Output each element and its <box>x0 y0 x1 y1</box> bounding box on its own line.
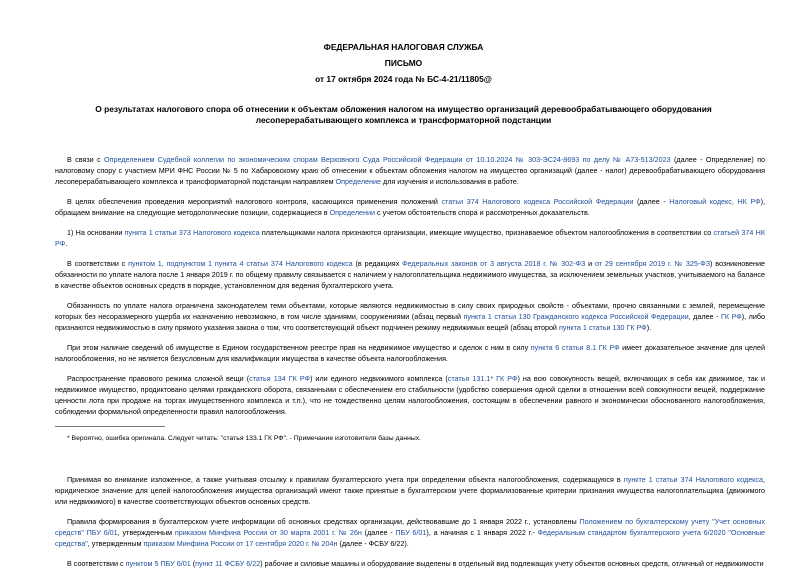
link-pbu-p5[interactable]: пунктом 5 ПБУ 6/01 <box>125 559 191 568</box>
link-nk-374-p4[interactable]: пунктом 1, подпунктом 1 пункта 4 статьи 374 Налогового кодекса <box>128 259 353 268</box>
link-nk-374-3[interactable]: пункте 1 статьи 374 Налогового кодекса <box>623 475 764 484</box>
link-nk-373[interactable]: пункта 1 статьи 373 Налогового кодекса <box>124 228 260 237</box>
link-nk-374-2[interactable]: статьей 374 НК РФ <box>55 228 765 248</box>
link-gk-130[interactable]: пункта 1 статьи 130 Гражданского кодекса Российской Федерации <box>463 312 689 321</box>
link-ruling[interactable]: Определение <box>335 177 382 186</box>
paragraph-7: Распространение правового режима сложной вещи (статья 134 ГК РФ) или единого недвижимого комплекса (статья 131.1* ГК РФ) на всю совокупность вещей, включающих в себя как движимое, так и недвижимое имущество, продиктовано целями гражданского оборота, связанными с обеспечением его стабильности (удобство совершения одной сделки в отношении всей совокупности вещей, поддержание ценности лота при продаже на торгах имущественного комплекса и т.п.), что не тождественно целям налогообложения, состоящим в обеспечении равного и экономически обоснованного налогообложения, соблюдении формальной определенности правил налогообложения. <box>55 374 765 416</box>
document-type: ПИСЬМО <box>384 58 423 68</box>
link-fsbu-p11[interactable]: пункт 11 ФСБУ 6/22 <box>195 559 261 568</box>
link-pbu-6-01-short[interactable]: ПБУ 6/01 <box>395 528 427 537</box>
paragraph-2: В целях обеспечения проведения мероприятий налогового контроля, касающихся применения положений статьи 374 Налогового кодекса Российской Федерации (далее - Налоговый кодекс, НК РФ), обращаем внимание на следующие методологические позиции, содержащиеся в Определении с учетом обстоятельств спора и рассмотренных доказательств. <box>55 197 765 217</box>
link-order-26n[interactable]: приказом Минфина России от 30 марта 2001 г. № 26н <box>174 528 362 537</box>
link-nk-374[interactable]: статьи 374 Налогового кодекса Российской Федерации <box>441 197 634 206</box>
link-fsbu-6-2020[interactable]: Федеральным стандартом бухгалтерского учета 6/2020 "Основные средства" <box>55 528 765 548</box>
paragraph-3: 1) На основании пункта 1 статьи 373 Налогового кодекса плательщиками налога признаются организации, имеющие имущество, признаваемое объектом налогообложения в соответствии со статьей 374 НК РФ. <box>55 228 765 248</box>
paragraph-4: В соответствии с пунктом 1, подпунктом 1 пункта 4 статьи 374 Налогового кодекса (в редакциях Федеральных законов от 3 августа 2018 г. № 302-ФЗ и от 29 сентября 2019 г. № 325-ФЗ) возникновение обязанности по уплате налога после 1 января 2019 г. по общему правилу связывается с наличием у налогоплательщика недвижимого имущества, за исключением земельных участков, учитываемого на балансе в качестве объектов основных средств в порядке, установленном для ведения бухгалтерского учета. <box>55 259 766 290</box>
paragraph-5: Обязанность по уплате налога ограничена законодателем теми объектами, которые являются недвижимостью в силу своих природных свойств - объектами, прочно связанными с землей, перемещение которых без несоразмерного ущерба их назначению невозможно, в том числе зданиями, сооружениями (абзац первый пункта 1 статьи 130 Гражданского кодекса Российской Федерации, далее - ГК РФ), либо признаются недвижимостью в силу прямого указания закона о том, что соответствующий объект подчинен режиму недвижимых вещей (абзац второй пункта 1 статьи 130 ГК РФ). <box>55 301 765 332</box>
document-title: О результатах налогового спора об отнесении к объектам обложения налогом на имущество организаций деревообрабатывающего оборудования лесоперерабатывающего комплекса и трансформаторной подстанции <box>95 104 712 125</box>
paragraph-10: В соответствии с пунктом 5 ПБУ 6/01 (пункт 11 ФСБУ 6/22) рабочие и силовые машины и оборудование выделены в отдельный вид подлежащих учету объектов основных средств, отличный от недвижимости <box>67 559 764 568</box>
link-gk-134[interactable]: статья 134 ГК РФ <box>249 374 311 383</box>
link-nk[interactable]: Налоговый кодекс, НК РФ <box>669 197 761 206</box>
footnote-divider <box>55 426 165 427</box>
link-gk-130-2[interactable]: пункта 1 статьи 130 ГК РФ <box>558 323 647 332</box>
link-fz-325[interactable]: от 29 сентября 2019 г. № 325-ФЗ <box>594 259 711 268</box>
paragraph-1: В связи с Определением Судебной коллегии по экономическим спорам Верховного Суда Российской Федерации от 10.10.2024 № 303-ЭС24-8693 по делу № А73-513/2023 (далее - Определение) по налоговому спору с участием МРИ ФНС России № 5 по Хабаровскому краю об отнесении к объектам обложения налогом на имущество организаций (далее - налог) деревообрабатывающего оборудования лесоперерабатывающего комплекса и трансформаторной подстанции направляем Определение для изучения и использования в работе. <box>55 155 765 186</box>
paragraph-6: При этом наличие сведений об имуществе в Едином государственном реестре прав на недвижимое имущество и сделок с ним в силу пункта 6 статьи 8.1 ГК РФ имеет доказательное значение для целей налогообложения, но не является безусловным для квалификации имущества в качестве объекта налогообложения. <box>55 343 765 363</box>
paragraph-9: Правила формирования в бухгалтерском учете информации об основных средствах организации, действовавшие до 1 января 2022 г., установлены Положением по бухгалтерскому учету "Учет основных средств" ПБУ 6/01, утвержденным приказом Минфина России от 30 марта 2001 г. № 26н (далее - ПБУ 6/01), а начиная с 1 января 2022 г.- Федеральным стандартом бухгалтерского учета 6/2020 "Основные средства", утвержденным приказом Минфина России от 17 сентября 2020 г. № 204н (далее - ФСБУ 6/22). <box>55 517 765 548</box>
link-gk[interactable]: ГК РФ <box>720 312 742 321</box>
document-body <box>55 154 765 578</box>
document-date-number: от 17 октября 2024 года № БС-4-21/11805@ <box>315 74 492 84</box>
link-ruling-2[interactable]: Определении <box>329 208 376 217</box>
link-gk-8-1[interactable]: пункта 6 статьи 8.1 ГК РФ <box>530 343 620 352</box>
link-vs-ruling[interactable]: Определением Судебной коллегии по экономическим спорам Верховного Суда Российской Федерации от 10.10.2024 № 303-ЭС24-8693 по делу № А73-513/2023 <box>104 155 671 164</box>
footnote: * Вероятно, ошибка оригинала. Следует читать: "статья 133.1 ГК РФ". - Примечание изготовителя базы данных. <box>67 435 422 442</box>
link-gk-131-1[interactable]: статья 131.1* ГК РФ <box>447 374 518 383</box>
link-order-204n[interactable]: приказом Минфина России от 17 сентября 2020 г. № 204н <box>143 539 338 548</box>
paragraph-8: Принимая во внимание изложенное, а также учитывая отсылку к правилам бухгалтерского учета при определении объекта налогообложения, содержащуюся в пункте 1 статьи 374 Налогового кодекса, юридическое значение для целей налогообложения имущества организаций имеют также принятые в бухгалтерском учете формализованные критерии признания имущества налогоплательщика (движимого или недвижимого) в качестве соответствующих объектов основных средств. <box>55 475 766 506</box>
link-pbu-6-01[interactable]: Положением по бухгалтерскому учету "Учет основных средств" ПБУ 6/01 <box>55 517 765 537</box>
agency-name: ФЕДЕРАЛЬНАЯ НАЛОГОВАЯ СЛУЖБА <box>323 42 484 52</box>
link-fz-302[interactable]: Федеральных законов от 3 августа 2018 г. № 302-ФЗ <box>402 259 586 268</box>
